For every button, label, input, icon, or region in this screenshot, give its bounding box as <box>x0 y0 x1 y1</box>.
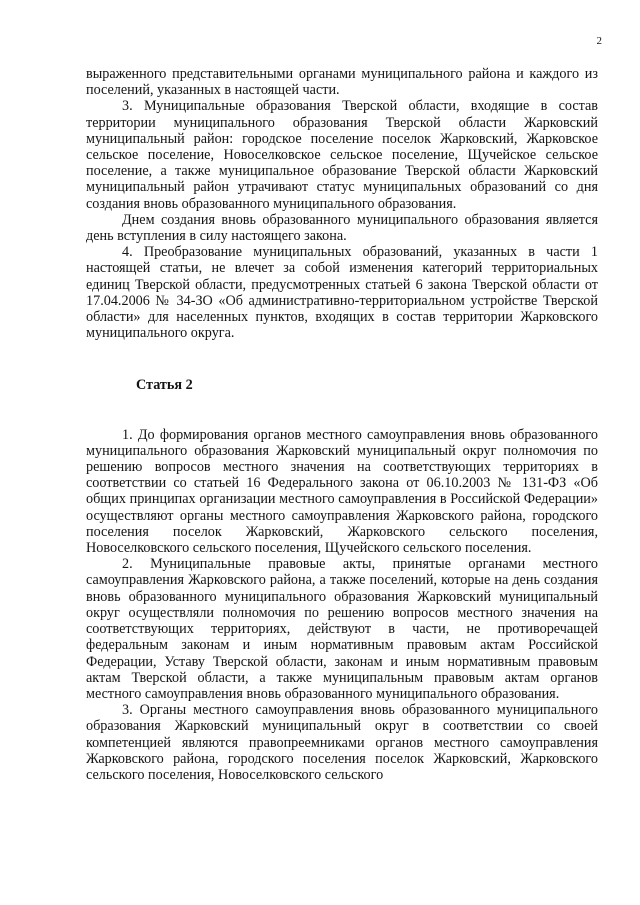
article-2-paragraph-1: 1. До формирования органов местного самоуправления вновь образованного муниципального образования Жарковский муниципальный округ полномочия по решению вопросов местного значения на соответствующих территориях в соответствии со статьей 16 Федерального закона от 06.10.2003 № 131-ФЗ «Об общих принципах организации местного самоуправления в Российской Федерации» осуществляют органы местного самоуправления Жарковского района, городского поселения поселок Жарковский, Жарковского сельского поселения, Новоселковского сельского поселения, Щучейского сельского поселения. <box>86 426 598 557</box>
document-body <box>86 66 598 783</box>
paragraph-item-4: 4. Преобразование муниципальных образований, указанных в части 1 настоящей статьи, не влечет за собой изменения категорий территориальных единиц Тверской области, предусмотренных статьей 6 закона Тверской области от 17.04.2006 № 34-ЗО «Об административно-территориальном устройстве Тверской области» для населенных пунктов, входящих в состав территории Жарковского муниципального округа. <box>86 244 598 342</box>
article-2-paragraph-2: 2. Муниципальные правовые акты, принятые органами местного самоуправления Жарковского района, а также поселений, которые на день создания вновь образованного муниципального образования Жарковский муниципальный округ осуществляли полномочия по решению вопросов местного значения на соответствующих территориях, действуют в части, не противоречащей федеральным законам и иным нормативным правовым актам Российской Федерации, Уставу Тверской области, законам и иным нормативным правовым актам Тверской области, а также муниципальным правовым актам органов местного самоуправления вновь образованного муниципального образования. <box>86 556 598 702</box>
paragraph-item-3: 3. Муниципальные образования Тверской области, входящие в состав территории муниципального образования Тверской области Жарковский муниципальный район: городское поселение поселок Жарковский, Жарковское сельское поселение, Новоселковское сельское поселение, Щучейское сельское поселение, а также муниципальное образование Тверской области Жарковский муниципальный район утрачивают статус муниципальных образований со дня создания вновь образованного муниципального образования. <box>86 98 598 212</box>
article-2-paragraph-3: 3. Органы местного самоуправления вновь образованного муниципального образования Жарковский муниципальный округ в соответствии со своей компетенцией являются правопреемниками органов местного самоуправления Жарковского района, городского поселения поселок Жарковский, Жарковского сельского поселения, Новоселковского сельского <box>86 702 598 783</box>
article-2-heading: Статья 2 <box>136 377 193 394</box>
page-number: 2 <box>596 35 602 47</box>
paragraph-continuation: выраженного представительными органами муниципального района и каждого из поселений, указанных в настоящей части. <box>86 66 598 99</box>
paragraph-creation-day: Днем создания вновь образованного муниципального образования является день вступления в силу настоящего закона. <box>86 211 598 245</box>
